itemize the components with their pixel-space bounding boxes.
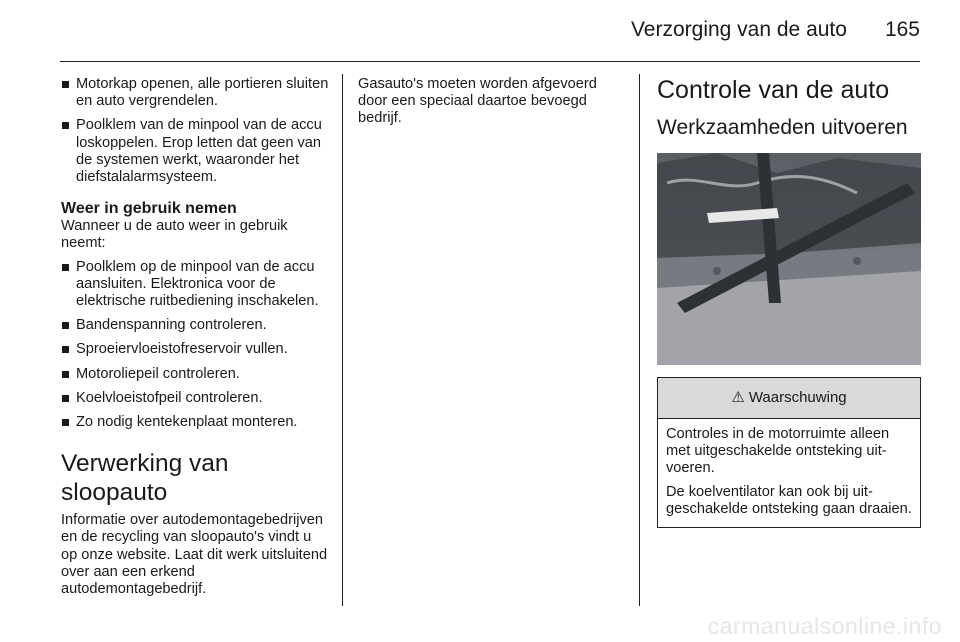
list-item: Poolklem op de minpool van de accu aansluiten. Elektronica voor de elektrische ruitbediening inschakelen. bbox=[61, 259, 329, 311]
column-divider-1 bbox=[342, 74, 343, 606]
list-item: Poolklem van de minpool van de accu loskoppelen. Erop letten dat geen van de systemen werkt, waaronder het diefstalalarmsysteem. bbox=[61, 117, 329, 186]
subheading-perform-work: Werkzaamheden uitvoeren bbox=[657, 116, 908, 139]
column-2 bbox=[358, 76, 628, 134]
heading-scrap-car: Verwerking van sloopauto bbox=[61, 450, 229, 507]
warning-body bbox=[658, 419, 920, 527]
warning-paragraph: De koelventilator kan ook bij uitgeschakelde ontsteking gaan draaien. bbox=[666, 483, 912, 517]
list-item: Motoroliepeil controleren. bbox=[61, 366, 329, 383]
watermark: carmanualsonline.info bbox=[707, 613, 942, 639]
page-header bbox=[60, 18, 920, 48]
column-divider-2 bbox=[639, 74, 640, 606]
section-heading: Weer in gebruik nemen bbox=[61, 200, 237, 218]
warning-box bbox=[657, 377, 921, 528]
list-item: Bandenspanning controleren. bbox=[61, 317, 329, 334]
list-item: Zo nodig kentekenplaat monteren. bbox=[61, 414, 329, 431]
column-1 bbox=[61, 76, 329, 604]
page-number: 165 bbox=[884, 18, 920, 41]
engine-bay-illustration bbox=[657, 153, 921, 365]
scrap-car-text: Informatie over autodemontagebedrijven en de recycling van sloopauto's vindt u op onze website. Laat dit werk uitsluitend over aan een erkend autodemontagebedrijf. bbox=[61, 512, 328, 598]
bullet-list-section bbox=[61, 259, 329, 432]
bullet-list-top bbox=[61, 76, 329, 186]
chapter-title: Verzorging van de auto bbox=[630, 18, 847, 41]
header-rule bbox=[60, 61, 920, 62]
list-item: Sproeiervloeistofreservoir vullen. bbox=[61, 341, 329, 358]
column-3 bbox=[657, 76, 921, 528]
engine-bay-photo bbox=[657, 153, 921, 365]
heading-vehicle-check: Controle van de auto bbox=[657, 76, 890, 104]
list-item: Koelvloeistofpeil controleren. bbox=[61, 390, 329, 407]
warning-title: Waarschuwing bbox=[748, 389, 847, 407]
gas-car-text: Gasauto's moeten worden afgevoerd door een speciaal daartoe bevoegd bedrijf. bbox=[358, 76, 597, 127]
warning-paragraph: Controles in de motorruimte alleen met uitgeschakelde ontsteking uitvoeren. bbox=[666, 426, 890, 477]
section-intro: Wanneer u de auto weer in gebruik neemt: bbox=[61, 218, 288, 252]
list-item: Motorkap openen, alle portieren sluiten en auto vergrendelen. bbox=[61, 76, 329, 110]
warning-header bbox=[658, 378, 920, 419]
warning-triangle-icon: ⚠ bbox=[731, 389, 745, 407]
